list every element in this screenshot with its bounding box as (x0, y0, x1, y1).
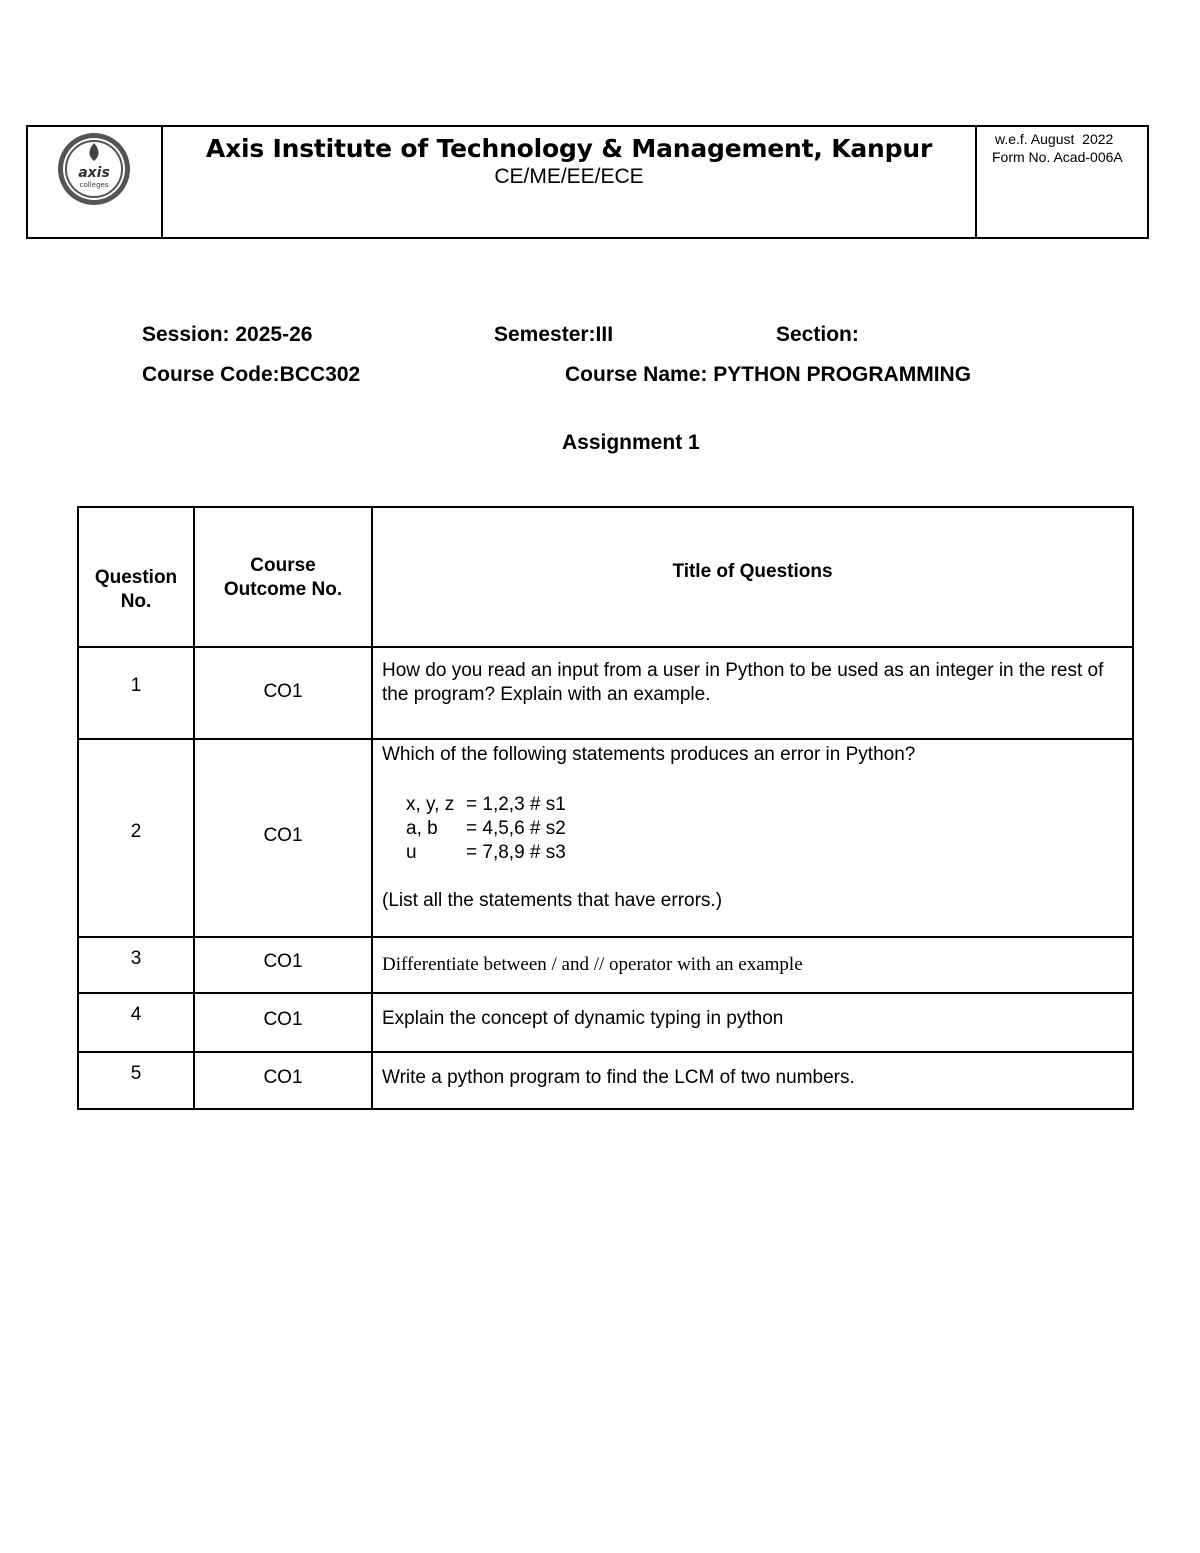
section: Section: (776, 323, 859, 346)
course-code: Course Code:BCC302 (142, 363, 361, 386)
form-number: Form No. Acad-006A (992, 149, 1123, 165)
svg-text:axis: axis (78, 165, 110, 181)
table-row (78, 937, 1133, 993)
question-number: 1 (78, 647, 194, 739)
svg-text:colleges: colleges (79, 181, 109, 189)
question-number: 4 (78, 993, 194, 1052)
course-name: Course Name: PYTHON PROGRAMMING (565, 363, 972, 386)
question-note: (List all the statements that have errors.) (382, 890, 723, 911)
semester: Semester:III (494, 323, 614, 346)
assignment-title: Assignment 1 (562, 431, 700, 454)
question-text: How do you read an input from a user in Python to be used as an integer in the rest of the program? Explain with an example. (372, 647, 1133, 739)
table-row (78, 739, 1133, 937)
course-outcome: CO1 (194, 1052, 372, 1109)
header-question-no: Question No. (78, 507, 194, 647)
question-text: Which of the following statements produces an error in Python? x, y, z = 1,2,3 # s1 a, b = 4,5,6 # s2 u = 7,8,9 # s3 (List all the statements that have errors.) (372, 739, 1133, 937)
table-row (78, 993, 1133, 1052)
question-number: 2 (78, 739, 194, 937)
code-line: x, y, z = 1,2,3 # s1 (406, 794, 566, 815)
code-line: a, b = 4,5,6 # s2 (406, 818, 566, 839)
header-course-outcome: Course Outcome No. (194, 507, 372, 647)
session: Session: 2025-26 (142, 323, 313, 346)
axis-logo (56, 131, 132, 207)
form-info-cell (977, 127, 1147, 237)
logo-cell (28, 127, 163, 237)
table-row (78, 1052, 1133, 1109)
question-text: Explain the concept of dynamic typing in python (372, 993, 1133, 1052)
wef-date: w.e.f. August 2022 (995, 131, 1114, 147)
course-outcome: CO1 (194, 937, 372, 993)
course-outcome: CO1 (194, 739, 372, 937)
course-outcome: CO1 (194, 647, 372, 739)
table-header-row (78, 507, 1133, 647)
document-header (26, 125, 1149, 239)
questions-table (77, 506, 1134, 1110)
header-title: Title of Questions (372, 507, 1133, 647)
institute-cell (163, 127, 977, 237)
course-outcome: CO1 (194, 993, 372, 1052)
question-number: 3 (78, 937, 194, 993)
question-text: Write a python program to find the LCM of two numbers. (372, 1052, 1133, 1109)
question-number: 5 (78, 1052, 194, 1109)
departments: CE/ME/EE/ECE (494, 165, 644, 188)
question-text: Differentiate between / and // operator with an example (372, 937, 1133, 993)
code-line: u = 7,8,9 # s3 (406, 842, 566, 863)
table-row (78, 647, 1133, 739)
institute-name: Axis Institute of Technology & Management, Kanpur (205, 134, 933, 163)
